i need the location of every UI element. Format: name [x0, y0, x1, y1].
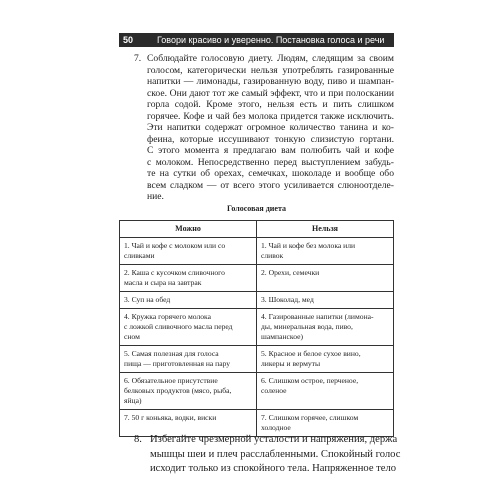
cell-line: 6. Слишком острое, перченое,	[261, 376, 359, 385]
cell-line: сливок	[261, 251, 284, 260]
column-header-forbidden: Нельзя	[257, 221, 394, 238]
cell-line: 4. Газированные напитки (лимона-	[261, 312, 374, 321]
paragraph-line: исходит только из спокойного тела. Напряженное тело	[150, 463, 397, 474]
allowed-cell	[120, 238, 257, 265]
table-row	[120, 373, 394, 410]
paragraph-line: мышцы шеи и плеч расслабленными. Спокойный голос	[150, 448, 401, 460]
cell-line: холодное	[261, 423, 291, 432]
cell-line: 1. Чай и кофе без молока или	[261, 241, 356, 250]
cell-line: 3. Шоколад, мед	[261, 295, 314, 304]
allowed-cell	[120, 265, 257, 292]
paragraph-line: ние.	[147, 191, 164, 202]
allowed-cell	[120, 346, 257, 373]
forbidden-cell	[257, 265, 394, 292]
table-row	[120, 309, 394, 346]
cell-line: шампанское)	[261, 332, 303, 341]
cell-line: соленое	[261, 386, 287, 395]
allowed-cell	[120, 309, 257, 346]
paragraph-line: с молоком. Непосредственно перед выступлением забудь-	[147, 156, 394, 168]
paragraph-line: феина, которые иссушивают тонкую слизистую гортани.	[147, 133, 394, 145]
cell-line: сном	[124, 332, 140, 341]
page-number: 50	[123, 35, 134, 45]
cell-line: белковых продуктов (мясо, рыба,	[124, 386, 232, 395]
book-title: Говори красиво и уверенно. Постановка голоса и речи	[157, 35, 385, 45]
paragraph-line: Избегайте чрезмерной усталости и напряжения, держа	[150, 434, 398, 445]
table-title: Голосовая диета	[226, 204, 286, 213]
cell-line: 2. Орехи, семечки	[261, 268, 320, 277]
paragraph-line: горла содой. Кроме этого, нельзя есть и пить слишком	[147, 99, 394, 110]
cell-line: ды, минеральная вода, пиво,	[261, 322, 353, 331]
paragraph-line: всем сладком — от всего этого усиливается слюноотделе-	[147, 179, 394, 191]
cell-line: пища — приготовленная на пару	[124, 359, 231, 368]
table-row	[120, 346, 394, 373]
forbidden-cell	[257, 309, 394, 346]
cell-line: 6. Обязательное присутствие	[124, 376, 218, 385]
paragraph-line: голосом, категорически нельзя употреблять газированные	[147, 64, 394, 76]
cell-line: 7. 50 г коньяка, водки, виски	[124, 413, 217, 422]
forbidden-cell	[257, 346, 394, 373]
cell-line: яйца)	[124, 396, 142, 405]
forbidden-cell	[257, 238, 394, 265]
cell-line: 5. Красное и белое сухое вино,	[261, 349, 361, 358]
cell-line: с ложкой сливочного масла перед	[124, 322, 233, 331]
paragraph-line: ское. Они дают тот же самый эффект, что и при полоскании	[147, 87, 394, 99]
paragraph-line: Эти напитки содержат огромное количество танина и ко-	[147, 122, 394, 133]
cell-line: 2. Каша с кусочком сливочного	[124, 268, 225, 277]
forbidden-cell	[257, 373, 394, 410]
cell-line: 3. Суп на обед	[124, 295, 171, 304]
paragraph-line: напитки — лимонады, газированную воду, пиво и шампан-	[147, 76, 394, 87]
forbidden-cell	[257, 292, 394, 309]
cell-line: 1. Чай и кофе с молоком или со	[124, 241, 226, 250]
allowed-cell	[120, 373, 257, 410]
table-header-row	[120, 221, 394, 238]
allowed-cell	[120, 292, 257, 309]
cell-line: 5. Самая полезная для голоса	[124, 349, 219, 358]
paragraph-line: горячее. Кофе и чай без молока придется также исключить.	[147, 110, 394, 122]
list-item-number: 8.	[134, 434, 142, 445]
paragraph-line: те на сутки об орехах, семечках, шоколаде и вообще обо	[147, 168, 394, 179]
table-row	[120, 238, 394, 265]
list-item-number: 7.	[134, 53, 142, 64]
cell-line: 7. Слишком горячее, слишком	[261, 413, 359, 422]
voice-diet-table	[119, 220, 394, 437]
cell-line: сливками	[124, 251, 155, 260]
column-header-allowed: Можно	[120, 221, 257, 238]
paragraph-line: Соблюдайте голосовую диету. Людям, следящим за своим	[147, 53, 394, 64]
cell-line: 4. Кружка горячего молока	[124, 312, 211, 321]
cell-line: ликеры и вермуты	[261, 359, 321, 368]
table-row	[120, 292, 394, 309]
table-row	[120, 265, 394, 292]
paragraph-line: С этого момента я предлагаю вам полюбить чай и кофе	[147, 145, 394, 156]
running-header	[119, 33, 394, 47]
cell-line: масла и сыра на завтрак	[124, 278, 202, 287]
